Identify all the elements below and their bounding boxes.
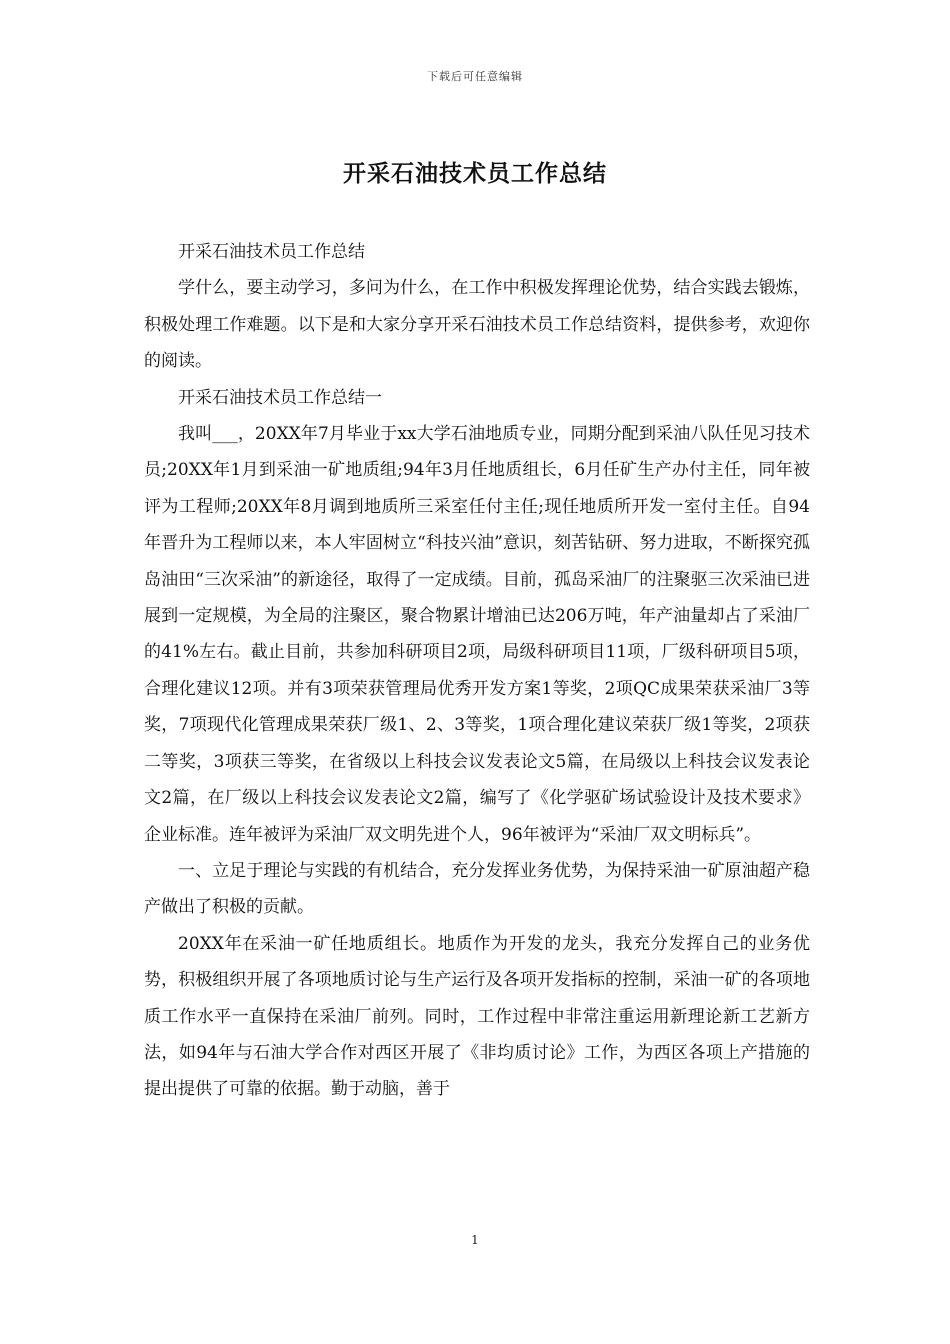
page-number: 1 <box>471 1233 479 1247</box>
paragraph-intro: 学什么，要主动学习，多问为什么，在工作中积极发挥理论优势，结合实践去锻炼，积极处理工作难题。以下是和大家分享开采石油技术员工作总结资料，提供参考，欢迎你的阅读。 <box>144 278 810 372</box>
paragraph-section-heading: 开采石油技术员工作总结一 <box>178 387 382 408</box>
document-body <box>144 234 810 1108</box>
paragraph-point-one-heading: 一、立足于理论与实践的有机结合，充分发挥业务优势，为保持采油一矿原油超产稳产做出了积极的贡献。 <box>144 860 810 918</box>
header-note: 下载后可任意编辑 <box>427 70 523 83</box>
document-title: 开采石油技术员工作总结 <box>343 160 607 187</box>
paragraph-self-introduction: 我叫___，20XX年7月毕业于xx大学石油地质专业，同期分配到采油八队任见习技术员;20XX年1月到采油一矿地质组;94年3月任地质组长，6月任矿生产办付主任，同年被评为工程师;20XX年8月调到地质所三采室任付主任;现任地质所开发一室付主任。自94年晋升为工程师以来，本人牢固树立“科技兴油”意识，刻苦钻研、努力进取，不断探究孤岛油田“三次采油”的新途径，取得了一定成绩。目前，孤岛采油厂的注聚驱三次采油已进展到一定规模，为全局的注聚区，聚合物累计增油已达206万吨，年产油量却占了采油厂的41%左右。截止目前，共参加科研项目2项，局级科研项目11项，厂级科研项目5项，合理化建议12项。并有3项荣获管理局优秀开发方案1等奖，2项QC成果荣获采油厂3等奖，7项现代化管理成果荣获厂级1、2、3等奖，1项合理化建议荣获厂级1等奖，2项获二等奖，3项获三等奖，在省级以上科技会议发表论文5篇，在局级以上科技会议发表论文2篇，在厂级以上科技会议发表论文2篇，编写了《化学驱矿场试验设计及技术要求》企业标准。连年被评为采油厂双文明先进个人，96年被评为“采油厂双文明标兵”。 <box>144 424 810 845</box>
paragraph-subtitle: 开采石油技术员工作总结 <box>178 242 365 262</box>
paragraph-point-one-body: 20XX年在采油一矿任地质组长。地质作为开发的龙头，我充分发挥自己的业务优势，积极组织开展了各项地质讨论与生产运行及各项开发指标的控制，采油一矿的各项地质工作水平一直保持在采油厂前列。同时，工作过程中非常注重运用新理论新工艺新方法，如94年与石油大学合作对西区开展了《非均质讨论》工作，为西区各项上产措施的提出提供了可靠的依据。勤于动脑，善于 <box>144 933 810 1100</box>
